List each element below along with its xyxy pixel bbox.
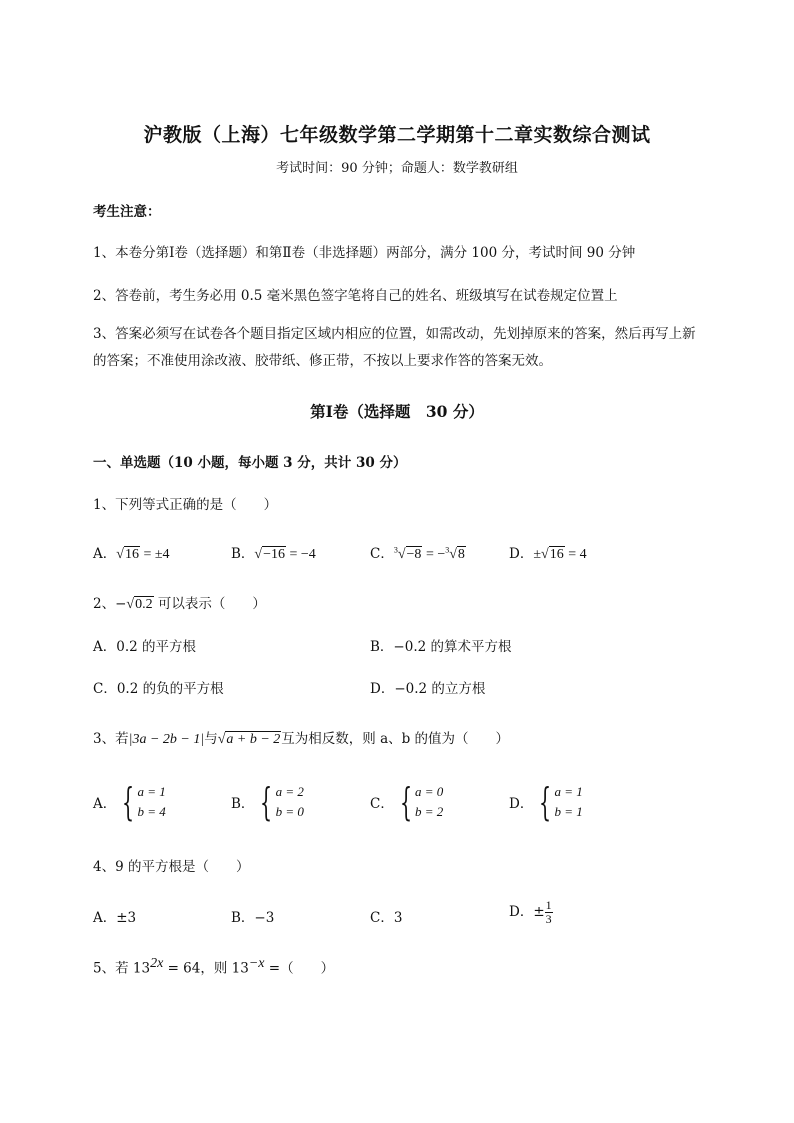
q4-option-b[interactable]: B．−3 [231, 910, 275, 926]
notice-item-3: 3、答案必须写在试卷各个题目指定区域内相应的位置，如需改动，先划掉原来的答案，然后再写上新的答案；不准使用涂改液、胶带纸、修正带，不按以上要求作答的答案无效。 [93, 326, 696, 369]
notice-heading: 考生注意： [93, 204, 161, 220]
q3-option-a[interactable]: A． { a = 1 b = 4 [93, 780, 166, 824]
q2-option-d[interactable]: D．−0.2 的立方根 [370, 681, 486, 697]
question-2-stem: 2、−√0.2 可以表示（ ） [93, 596, 266, 612]
q3-option-b[interactable]: B． { a = 2 b = 0 [231, 780, 304, 824]
q4-option-c[interactable]: C．3 [370, 910, 403, 926]
q2-option-c[interactable]: C．0.2 的负的平方根 [93, 681, 224, 697]
q1-option-d[interactable]: D．±√16 = 4 [509, 546, 587, 562]
q2-option-a[interactable]: A．0.2 的平方根 [93, 639, 197, 655]
q1-option-b[interactable]: B．√−16 = −4 [231, 546, 316, 562]
page-title: 沪教版（上海）七年级数学第二学期第十二章实数综合测试 [143, 124, 651, 146]
question-1-stem: 1、下列等式正确的是（ ） [93, 497, 278, 513]
q1-option-a[interactable]: A．√16 = ±4 [93, 546, 170, 562]
question-4-stem: 4、9 的平方根是（ ） [93, 859, 250, 875]
q4-option-a[interactable]: A．±3 [93, 910, 137, 926]
notice-item-2: 2、答卷前，考生务必用 0.5 毫米黑色签字笔将自己的姓名、班级填写在试卷规定位置上 [93, 288, 618, 304]
notice-item-1: 1、本卷分第Ⅰ卷（选择题）和第Ⅱ卷（非选择题）两部分，满分 100 分，考试时间 90 分钟 [93, 245, 636, 261]
q4-option-d[interactable]: D．± $\frac{1}{3}$ [509, 898, 552, 926]
question-5-stem: 5、若 $13^{2x} = 64$，则 $13^{-x}$ =（ ） [93, 956, 335, 977]
q3-option-c[interactable]: C． { a = 0 b = 2 [370, 780, 444, 824]
section-title: 第Ⅰ卷（选择题 30 分） [310, 402, 484, 421]
q1-option-c[interactable]: C．$^3$√−8 = −$^3$√8 [370, 545, 465, 562]
q3-option-d[interactable]: D． { a = 1 b = 1 [509, 780, 583, 824]
q2-option-b[interactable]: B．−0.2 的算术平方根 [370, 639, 512, 655]
question-3-stem: 3、若|3a − 2b − 1|与√a + b − 2互为相反数，则 a、b 的值为（ ） [93, 731, 510, 747]
part-heading: 一、单选题（10 小题，每小题 3 分，共计 30 分） [93, 455, 407, 471]
exam-info: 考试时间：90 分钟；命题人：数学教研组 [276, 161, 518, 176]
